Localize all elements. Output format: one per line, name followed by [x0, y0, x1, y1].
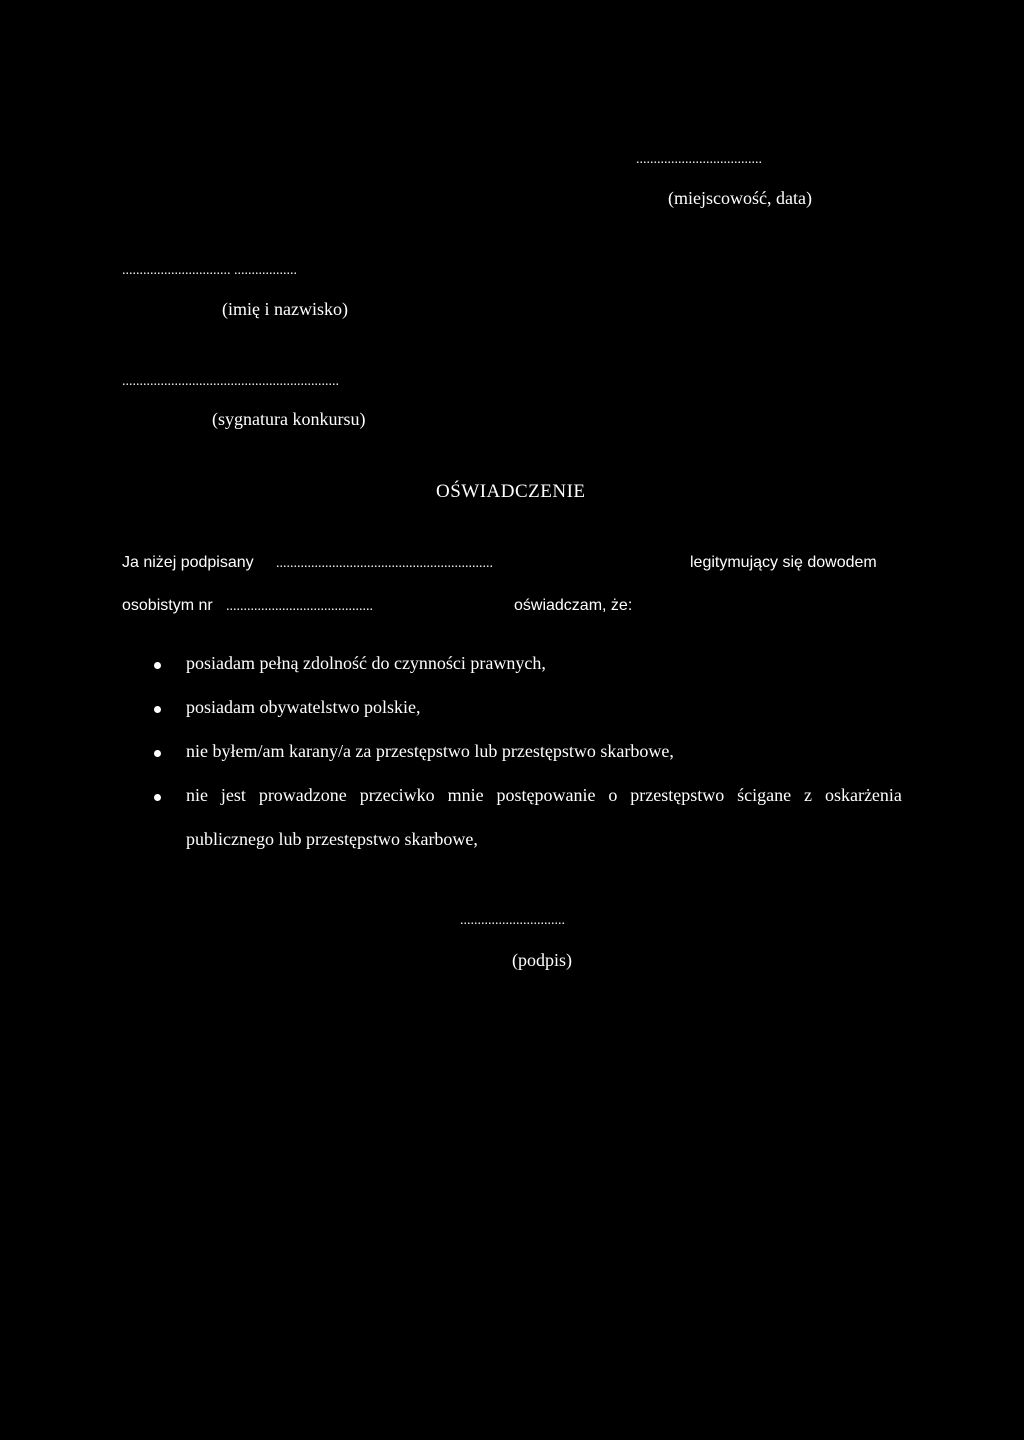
place-date-caption: (miejscowość, data) — [668, 188, 812, 208]
word: ścigane — [737, 785, 792, 805]
word: nie — [186, 785, 208, 805]
competition-signature-dots: .............................................................. — [122, 374, 339, 389]
bullet-icon — [154, 750, 161, 757]
intro-line2-start: osobistym nr — [122, 597, 213, 614]
word: z — [804, 785, 813, 805]
document-title: OŚWIADCZENIE — [436, 481, 586, 502]
intro-line1-start: Ja niżej podpisany — [122, 554, 254, 571]
bullet-item-4-line2: publicznego lub przestępstwo skarbowe, — [186, 829, 478, 849]
bullet-item-4-line1 — [186, 785, 902, 806]
competition-signature-caption: (sygnatura konkursu) — [212, 409, 366, 429]
word: jest — [220, 785, 246, 805]
bullet-item-3: nie byłem/am karany/a za przestępstwo lub przestępstwo skarbowe, — [186, 741, 674, 761]
intro-line1-end: legitymujący się dowodem — [690, 554, 877, 571]
bullet-icon — [154, 794, 161, 801]
place-date-dots: .................................... — [636, 152, 762, 167]
bullet-item-2: posiadam obywatelstwo polskie, — [186, 697, 421, 717]
word: przestępstwo — [630, 785, 725, 805]
bullet-icon — [154, 706, 161, 713]
name-dots: ............................... .................. — [122, 263, 297, 278]
name-caption: (imię i nazwisko) — [222, 299, 348, 319]
signature-dots: .............................. — [460, 913, 565, 928]
word: przeciwko — [359, 785, 435, 805]
bullet-item-1: posiadam pełną zdolność do czynności prawnych, — [186, 653, 546, 673]
intro-line1-dots: .............................................................. — [276, 556, 493, 571]
word: oskarżenia — [824, 785, 902, 805]
word: mnie — [447, 785, 484, 805]
word: o — [608, 785, 618, 805]
word: prowadzone — [258, 785, 347, 805]
intro-line2-dots: .......................................... — [226, 599, 373, 614]
intro-line2-end: oświadczam, że: — [514, 597, 633, 614]
bullet-icon — [154, 662, 161, 669]
signature-caption: (podpis) — [512, 950, 572, 970]
word: postępowanie — [496, 785, 596, 805]
